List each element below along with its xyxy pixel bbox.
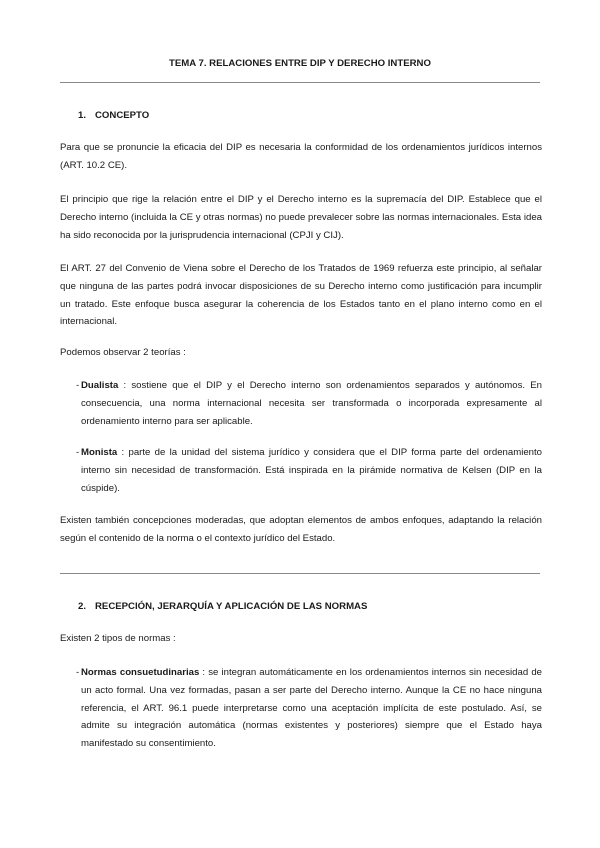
divider-middle: [60, 573, 540, 574]
list-item-body: [81, 444, 542, 497]
section-1-heading: [78, 110, 149, 121]
section-2-title: RECEPCIÓN, JERARQUÍA Y APLICACIÓN DE LAS NORMAS: [95, 601, 368, 612]
list-item-monista: [60, 444, 542, 497]
section-1-paragraph-2: El principio que rige la relación entre el DIP y el Derecho interno es la supremacía del DIP. Establece que el Derecho interno (incluida la CE y otras normas) no puede prevalecer sobre las normas internacionales. Esta idea ha sido reconocida por la jurisprudencia internacional (CPJI y CIJ).: [60, 194, 542, 241]
section-1-paragraph-3: El ART. 27 del Convenio de Viena sobre el Derecho de los Tratados de 1969 refuerza este principio, al señalar que ninguna de las partes podrá invocar disposiciones de su Derecho interno como justificación para incumplir un tratado. Este enfoque busca asegurar la coherencia de los Estados tanto en el plano interno como en el internacional.: [60, 263, 542, 328]
list-item-body: [81, 377, 542, 430]
section-2-number: 2.: [78, 601, 87, 612]
bullet-dash: -: [76, 667, 80, 678]
section-1-paragraph-4: Podemos observar 2 teorías :: [60, 347, 186, 358]
section-1-paragraph-1: Para que se pronuncie la eficacia del DIP es necesaria la conformidad de los ordenamientos jurídicos internos (ART. 10.2 CE).: [60, 142, 542, 171]
definition-normas-consuetudinarias: : se integran automáticamente en los ordenamientos internos sin necesidad de un acto formal. Una vez formadas, pasan a ser parte del Derecho interno. Aunque la CE no hace ninguna referencia, el ART. 96.1 puede interpretarse como una aceptación implícita de este postulado. Así, se admite su integración automática (normas existentes y posteriores) siempre que el Estado haya manifestado su consentimiento.: [81, 667, 542, 750]
section-1-paragraph-5: Existen también concepciones moderadas, que adoptan elementos de ambos enfoques, adaptando la relación según el contenido de la norma o el contexto jurídico del Estado.: [60, 515, 542, 544]
divider-top: [60, 82, 540, 83]
term-normas-consuetudinarias: Normas consuetudinarias: [81, 667, 200, 678]
term-dualista: Dualista: [81, 380, 119, 391]
section-1-number: 1.: [78, 110, 87, 121]
definition-monista: : parte de la unidad del sistema jurídico y considera que el DIP forma parte del ordenamiento interno sin necesidad de transformación. Está inspirada en la pirámide normativa de Kelsen (DIP en la cúspide).: [81, 447, 542, 494]
list-item-body: [81, 664, 542, 753]
section-2-paragraph-1: Existen 2 tipos de normas :: [60, 633, 176, 644]
term-monista: Monista: [81, 447, 118, 458]
section-1-title: CONCEPTO: [95, 110, 150, 121]
bullet-dash: -: [76, 380, 80, 391]
definition-dualista: : sostiene que el DIP y el Derecho interno son ordenamientos separados y autónomos. En consecuencia, una norma internacional necesita ser transformada o incorporada expresamente al ordenamiento interno para ser aplicable.: [81, 380, 542, 427]
document-title: TEMA 7. RELACIONES ENTRE DIP Y DERECHO INTERNO: [169, 58, 431, 69]
list-item-normas-consuetudinarias: [60, 664, 542, 753]
section-2-heading: [78, 601, 367, 612]
list-item-dualista: [60, 377, 542, 430]
bullet-dash: -: [76, 447, 80, 458]
